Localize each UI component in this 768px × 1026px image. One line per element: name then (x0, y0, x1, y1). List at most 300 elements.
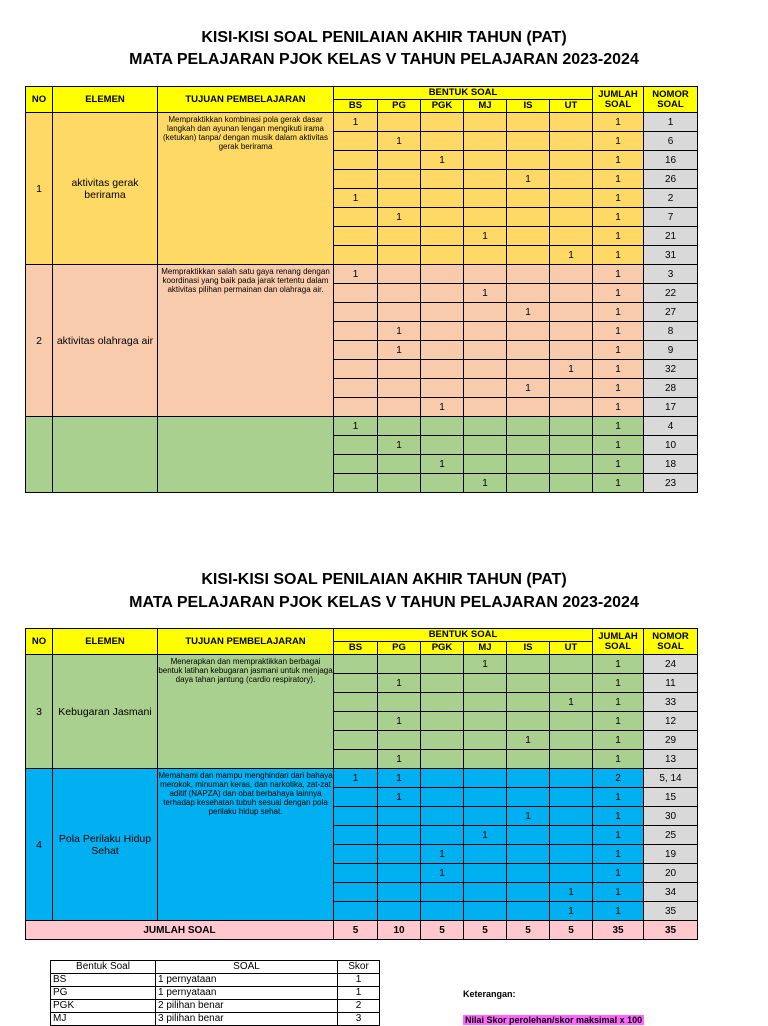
bentuk-soal-cell (334, 712, 378, 731)
bentuk-soal-cell (464, 208, 507, 227)
title-line-2-page-2: MATA PELAJARAN PJOK KELAS V TAHUN PELAJARAN 2023-2024 (129, 594, 639, 611)
nomor-soal-cell: 2 (644, 189, 698, 208)
bentuk-soal-cell (550, 303, 593, 322)
bentuk-soal-cell (378, 360, 421, 379)
total-row (26, 921, 698, 940)
bentuk-soal-cell (378, 284, 421, 303)
jumlah-soal-cell: 1 (593, 208, 644, 227)
bentuk-soal-cell (378, 883, 421, 902)
bentuk-soal-cell (421, 883, 464, 902)
bentuk-soal-cell (507, 398, 550, 417)
nomor-soal-cell: 7 (644, 208, 698, 227)
nomor-soal-cell: 9 (644, 341, 698, 360)
bentuk-soal-cell (421, 303, 464, 322)
bentuk-soal-cell: 1 (378, 788, 421, 807)
bentuk-soal-cell (550, 845, 593, 864)
bentuk-soal-cell (421, 769, 464, 788)
bentuk-soal-cell (550, 455, 593, 474)
bentuk-soal-cell (334, 322, 378, 341)
header-tujuan: TUJUAN PEMBELAJARAN (158, 87, 334, 113)
bentuk-soal-cell (507, 902, 550, 921)
nomor-soal-cell: 1 (644, 113, 698, 132)
header-elemen: ELEMEN (53, 87, 158, 113)
bentuk-soal-cell (378, 845, 421, 864)
nomor-soal-cell: 8 (644, 322, 698, 341)
bentuk-soal-cell (334, 246, 378, 265)
bentuk-soal-cell (334, 826, 378, 845)
header-is: IS (507, 642, 550, 655)
bentuk-soal-cell: 1 (464, 284, 507, 303)
bentuk-soal-cell (421, 674, 464, 693)
bentuk-soal-cell (334, 455, 378, 474)
bentuk-soal-cell (507, 113, 550, 132)
bentuk-soal-cell (507, 455, 550, 474)
jumlah-soal-cell: 1 (593, 788, 644, 807)
bentuk-soal-cell (550, 436, 593, 455)
jumlah-soal-cell: 1 (593, 826, 644, 845)
bentuk-soal-cell (507, 436, 550, 455)
jumlah-soal-cell: 1 (593, 807, 644, 826)
nomor-soal-cell: 16 (644, 151, 698, 170)
group-number: 2 (26, 265, 53, 417)
bentuk-soal-cell (507, 151, 550, 170)
total-value: 5 (507, 921, 550, 940)
bentuk-soal-cell: 1 (421, 845, 464, 864)
nilai-formula: Nilai Skor perolehan/skor maksimal x 100 (465, 1015, 643, 1025)
jumlah-soal-cell: 1 (593, 341, 644, 360)
nomor-soal-cell: 11 (644, 674, 698, 693)
header-pg: PG (378, 642, 421, 655)
bentuk-soal-cell (464, 151, 507, 170)
bentuk-soal-cell: 1 (334, 265, 378, 284)
legend-cell: PG (51, 987, 156, 1000)
bentuk-soal-cell (421, 807, 464, 826)
bentuk-soal-cell: 1 (464, 826, 507, 845)
group-number (26, 417, 53, 493)
legend-cell: 1 pernyataan (156, 987, 338, 1000)
bentuk-soal-cell (334, 807, 378, 826)
bentuk-soal-cell (507, 322, 550, 341)
bentuk-soal-cell (550, 807, 593, 826)
bentuk-soal-cell (464, 674, 507, 693)
header-tujuan: TUJUAN PEMBELAJARAN (158, 629, 334, 655)
nomor-soal-cell: 25 (644, 826, 698, 845)
bentuk-soal-cell (507, 750, 550, 769)
bentuk-soal-cell (507, 284, 550, 303)
bentuk-soal-cell (421, 322, 464, 341)
bentuk-soal-cell: 1 (421, 864, 464, 883)
jumlah-soal-cell: 1 (593, 712, 644, 731)
nomor-soal-cell: 26 (644, 170, 698, 189)
jumlah-soal-cell: 1 (593, 360, 644, 379)
bentuk-soal-cell (464, 436, 507, 455)
bentuk-soal-cell (421, 189, 464, 208)
jumlah-soal-cell: 1 (593, 246, 644, 265)
nomor-soal-cell: 27 (644, 303, 698, 322)
bentuk-soal-cell (550, 674, 593, 693)
bentuk-soal-cell (334, 845, 378, 864)
bentuk-soal-cell (378, 693, 421, 712)
nomor-soal-cell: 6 (644, 132, 698, 151)
bentuk-soal-cell (464, 303, 507, 322)
kisi-kisi-table-2 (25, 628, 698, 940)
bentuk-soal-cell (507, 227, 550, 246)
jumlah-soal-cell: 1 (593, 170, 644, 189)
bentuk-soal-cell (507, 769, 550, 788)
jumlah-soal-cell: 1 (593, 731, 644, 750)
bentuk-soal-cell (378, 379, 421, 398)
bentuk-soal-cell (550, 170, 593, 189)
bentuk-soal-cell (550, 379, 593, 398)
bentuk-soal-cell (507, 189, 550, 208)
bentuk-soal-cell (378, 265, 421, 284)
bentuk-soal-cell (421, 693, 464, 712)
bentuk-soal-cell (550, 208, 593, 227)
bentuk-soal-cell (421, 284, 464, 303)
bentuk-soal-cell (378, 113, 421, 132)
total-value: 5 (421, 921, 464, 940)
bentuk-soal-cell (421, 750, 464, 769)
bentuk-soal-cell (507, 341, 550, 360)
bentuk-soal-cell (334, 170, 378, 189)
bentuk-soal-cell (507, 788, 550, 807)
bentuk-soal-cell: 1 (464, 227, 507, 246)
total-value: 35 (644, 921, 698, 940)
title-line-1: KISI-KISI SOAL PENILAIAN AKHIR TAHUN (PAT) (201, 29, 567, 46)
bentuk-soal-cell (378, 151, 421, 170)
bentuk-soal-cell: 1 (378, 436, 421, 455)
total-label: JUMLAH SOAL (26, 921, 334, 940)
bentuk-soal-cell (550, 731, 593, 750)
bentuk-soal-cell (334, 208, 378, 227)
nomor-soal-cell: 18 (644, 455, 698, 474)
group-number: 1 (26, 113, 53, 265)
legend-cell: 1 pernyataan (156, 974, 338, 987)
legend-header-bentuk: Bentuk Soal (51, 961, 156, 974)
jumlah-soal-cell: 1 (593, 883, 644, 902)
bentuk-soal-cell (378, 826, 421, 845)
bentuk-soal-cell (421, 788, 464, 807)
bentuk-soal-cell (550, 322, 593, 341)
group-elemen (53, 417, 158, 493)
bentuk-soal-cell (507, 474, 550, 493)
bentuk-soal-cell: 1 (378, 769, 421, 788)
group-tujuan: Mempraktikkan salah satu gaya renang dengan koordinasi yang baik pada jarak tertentu dalam aktivitas pilihan permainan dan olahraga air. (158, 265, 334, 417)
bentuk-soal-cell (378, 417, 421, 436)
group-tujuan: Memahami dan mampu menghindari dari bahaya merokok, minuman keras, dan narkotika, zat-zat aditif (NAPZA) dan obat berbahaya lainnya terhadap kesehatan tubuh sesuai dengan pola perilaku hidup sehat. (158, 769, 334, 921)
bentuk-soal-cell (378, 864, 421, 883)
header-mj: MJ (464, 642, 507, 655)
bentuk-soal-cell: 1 (378, 341, 421, 360)
jumlah-soal-cell: 2 (593, 769, 644, 788)
total-value: 5 (464, 921, 507, 940)
bentuk-soal-cell (334, 750, 378, 769)
bentuk-soal-cell (507, 246, 550, 265)
bentuk-soal-cell: 1 (378, 132, 421, 151)
header-bentuk-soal: BENTUK SOAL (334, 87, 593, 100)
legend-cell: 2 (338, 1000, 380, 1013)
header-mj: MJ (464, 100, 507, 113)
bentuk-soal-cell (550, 826, 593, 845)
bentuk-soal-cell: 1 (464, 655, 507, 674)
bentuk-soal-cell (550, 341, 593, 360)
nomor-soal-cell: 10 (644, 436, 698, 455)
bentuk-soal-cell (464, 731, 507, 750)
bentuk-soal-cell (378, 731, 421, 750)
bentuk-soal-cell (334, 284, 378, 303)
total-value: 35 (593, 921, 644, 940)
bentuk-soal-cell (464, 883, 507, 902)
title-line-1-page-2: KISI-KISI SOAL PENILAIAN AKHIR TAHUN (PAT) (201, 571, 567, 588)
jumlah-soal-cell: 1 (593, 322, 644, 341)
jumlah-soal-cell: 1 (593, 750, 644, 769)
table-row (26, 655, 698, 674)
jumlah-soal-cell: 1 (593, 284, 644, 303)
group-elemen: aktivitas gerak berirama (53, 113, 158, 265)
table-row (26, 265, 698, 284)
jumlah-soal-cell: 1 (593, 132, 644, 151)
bentuk-soal-cell: 1 (334, 113, 378, 132)
bentuk-soal-cell (334, 674, 378, 693)
bentuk-soal-cell (334, 151, 378, 170)
score-legend-table (50, 960, 380, 1026)
header-bentuk-soal: BENTUK SOAL (334, 629, 593, 642)
nomor-soal-cell: 33 (644, 693, 698, 712)
jumlah-soal-cell: 1 (593, 303, 644, 322)
bentuk-soal-cell (464, 864, 507, 883)
total-value: 5 (550, 921, 593, 940)
bentuk-soal-cell (334, 731, 378, 750)
jumlah-soal-cell: 1 (593, 113, 644, 132)
bentuk-soal-cell (464, 807, 507, 826)
nomor-soal-cell: 21 (644, 227, 698, 246)
kisi-kisi-table-1 (25, 86, 698, 493)
bentuk-soal-cell (334, 379, 378, 398)
nomor-soal-cell: 3 (644, 265, 698, 284)
bentuk-soal-cell (550, 265, 593, 284)
nomor-soal-cell: 30 (644, 807, 698, 826)
bentuk-soal-cell (334, 474, 378, 493)
header-pgk: PGK (421, 100, 464, 113)
bentuk-soal-cell (421, 379, 464, 398)
nomor-soal-cell: 12 (644, 712, 698, 731)
bentuk-soal-cell (550, 417, 593, 436)
bentuk-soal-cell (507, 360, 550, 379)
bentuk-soal-cell (334, 360, 378, 379)
bentuk-soal-cell (378, 303, 421, 322)
bentuk-soal-cell (507, 864, 550, 883)
header-pg: PG (378, 100, 421, 113)
bentuk-soal-cell (334, 132, 378, 151)
nomor-soal-cell: 28 (644, 379, 698, 398)
jumlah-soal-cell: 1 (593, 417, 644, 436)
bentuk-soal-cell (507, 265, 550, 284)
bentuk-soal-cell (421, 227, 464, 246)
jumlah-soal-cell: 1 (593, 398, 644, 417)
group-elemen: Pola Perilaku Hidup Sehat (53, 769, 158, 921)
bentuk-soal-cell: 1 (378, 322, 421, 341)
bentuk-soal-cell: 1 (550, 883, 593, 902)
bentuk-soal-cell (507, 674, 550, 693)
jumlah-soal-cell: 1 (593, 265, 644, 284)
header-elemen: ELEMEN (53, 629, 158, 655)
header-nomor-soal: NOMOR SOAL (644, 87, 698, 113)
bentuk-soal-cell (464, 170, 507, 189)
bentuk-soal-cell (464, 132, 507, 151)
bentuk-soal-cell (334, 303, 378, 322)
group-number: 4 (26, 769, 53, 921)
bentuk-soal-cell (464, 455, 507, 474)
bentuk-soal-cell (421, 360, 464, 379)
bentuk-soal-cell (421, 712, 464, 731)
bentuk-soal-cell (507, 883, 550, 902)
bentuk-soal-cell (550, 655, 593, 674)
header-no: NO (26, 87, 53, 113)
bentuk-soal-cell: 1 (421, 455, 464, 474)
jumlah-soal-cell: 1 (593, 227, 644, 246)
bentuk-soal-cell (550, 113, 593, 132)
bentuk-soal-cell (334, 341, 378, 360)
legend-cell: 3 pilihan benar (156, 1013, 338, 1026)
legend-header-soal: SOAL (156, 961, 338, 974)
nomor-soal-cell: 32 (644, 360, 698, 379)
nomor-soal-cell: 19 (644, 845, 698, 864)
total-value: 5 (334, 921, 378, 940)
nomor-soal-cell: 31 (644, 246, 698, 265)
bentuk-soal-cell: 1 (421, 151, 464, 170)
nomor-soal-cell: 13 (644, 750, 698, 769)
jumlah-soal-cell: 1 (593, 845, 644, 864)
bentuk-soal-cell (550, 712, 593, 731)
bentuk-soal-cell (421, 113, 464, 132)
header-no: NO (26, 629, 53, 655)
bentuk-soal-cell (464, 113, 507, 132)
legend-cell: PGK (51, 1000, 156, 1013)
bentuk-soal-cell (507, 655, 550, 674)
bentuk-soal-cell (464, 788, 507, 807)
bentuk-soal-cell (464, 769, 507, 788)
bentuk-soal-cell (421, 655, 464, 674)
header-jumlah-soal: JUMLAH SOAL (593, 87, 644, 113)
jumlah-soal-cell: 1 (593, 674, 644, 693)
jumlah-soal-cell: 1 (593, 436, 644, 455)
bentuk-soal-cell (421, 417, 464, 436)
bentuk-soal-cell (550, 151, 593, 170)
bentuk-soal-cell: 1 (507, 303, 550, 322)
bentuk-soal-cell (421, 826, 464, 845)
jumlah-soal-cell: 1 (593, 902, 644, 921)
jumlah-soal-cell: 1 (593, 693, 644, 712)
bentuk-soal-cell (507, 826, 550, 845)
bentuk-soal-cell (550, 769, 593, 788)
bentuk-soal-cell (464, 246, 507, 265)
bentuk-soal-cell (550, 864, 593, 883)
keterangan-label: Keterangan: (463, 989, 516, 999)
legend-cell: BS (51, 974, 156, 987)
total-value: 10 (378, 921, 421, 940)
jumlah-soal-cell: 1 (593, 864, 644, 883)
bentuk-soal-cell (421, 731, 464, 750)
bentuk-soal-cell: 1 (334, 417, 378, 436)
legend-header-skor: Skor (338, 961, 380, 974)
legend-cell: 2 pilihan benar (156, 1000, 338, 1013)
title-line-2: MATA PELAJARAN PJOK KELAS V TAHUN PELAJARAN 2023-2024 (129, 51, 639, 68)
table-row (26, 113, 698, 132)
bentuk-soal-cell: 1 (421, 398, 464, 417)
bentuk-soal-cell: 1 (550, 246, 593, 265)
bentuk-soal-cell (464, 189, 507, 208)
bentuk-soal-cell (378, 807, 421, 826)
legend-cell: MJ (51, 1013, 156, 1026)
bentuk-soal-cell: 1 (507, 731, 550, 750)
bentuk-soal-cell (550, 788, 593, 807)
bentuk-soal-cell (421, 132, 464, 151)
jumlah-soal-cell: 1 (593, 474, 644, 493)
bentuk-soal-cell: 1 (507, 379, 550, 398)
nomor-soal-cell: 24 (644, 655, 698, 674)
bentuk-soal-cell (421, 902, 464, 921)
group-tujuan: Mempraktikkan kombinasi pola gerak dasar langkah dan ayunan lengan mengikuti irama (ketukan) tanpa/ dengan musik dalam aktivitas gerak berirama (158, 113, 334, 265)
bentuk-soal-cell (334, 398, 378, 417)
bentuk-soal-cell: 1 (550, 902, 593, 921)
jumlah-soal-cell: 1 (593, 151, 644, 170)
bentuk-soal-cell (334, 902, 378, 921)
bentuk-soal-cell (378, 246, 421, 265)
bentuk-soal-cell: 1 (378, 750, 421, 769)
bentuk-soal-cell (550, 132, 593, 151)
bentuk-soal-cell: 1 (550, 693, 593, 712)
jumlah-soal-cell: 1 (593, 189, 644, 208)
nomor-soal-cell: 20 (644, 864, 698, 883)
bentuk-soal-cell (464, 417, 507, 436)
bentuk-soal-cell (464, 265, 507, 284)
bentuk-soal-cell (464, 693, 507, 712)
bentuk-soal-cell (464, 322, 507, 341)
bentuk-soal-cell (334, 227, 378, 246)
bentuk-soal-cell (378, 902, 421, 921)
header-pgk: PGK (421, 642, 464, 655)
bentuk-soal-cell: 1 (507, 170, 550, 189)
bentuk-soal-cell: 1 (334, 189, 378, 208)
nomor-soal-cell: 17 (644, 398, 698, 417)
bentuk-soal-cell (464, 902, 507, 921)
header-is: IS (507, 100, 550, 113)
bentuk-soal-cell (550, 189, 593, 208)
legend-cell: 3 (338, 1013, 380, 1026)
header-bs: BS (334, 100, 378, 113)
bentuk-soal-cell (464, 750, 507, 769)
bentuk-soal-cell (378, 398, 421, 417)
bentuk-soal-cell (334, 436, 378, 455)
bentuk-soal-cell: 1 (378, 712, 421, 731)
bentuk-soal-cell (378, 189, 421, 208)
bentuk-soal-cell (550, 474, 593, 493)
legend-cell: 1 (338, 974, 380, 987)
bentuk-soal-cell (378, 227, 421, 246)
bentuk-soal-cell (507, 132, 550, 151)
bentuk-soal-cell: 1 (334, 769, 378, 788)
bentuk-soal-cell (550, 227, 593, 246)
bentuk-soal-cell (507, 208, 550, 227)
header-ut: UT (550, 100, 593, 113)
group-number: 3 (26, 655, 53, 769)
bentuk-soal-cell (550, 398, 593, 417)
nomor-soal-cell: 22 (644, 284, 698, 303)
bentuk-soal-cell (421, 170, 464, 189)
bentuk-soal-cell (378, 170, 421, 189)
header-nomor-soal: NOMOR SOAL (644, 629, 698, 655)
bentuk-soal-cell (464, 341, 507, 360)
